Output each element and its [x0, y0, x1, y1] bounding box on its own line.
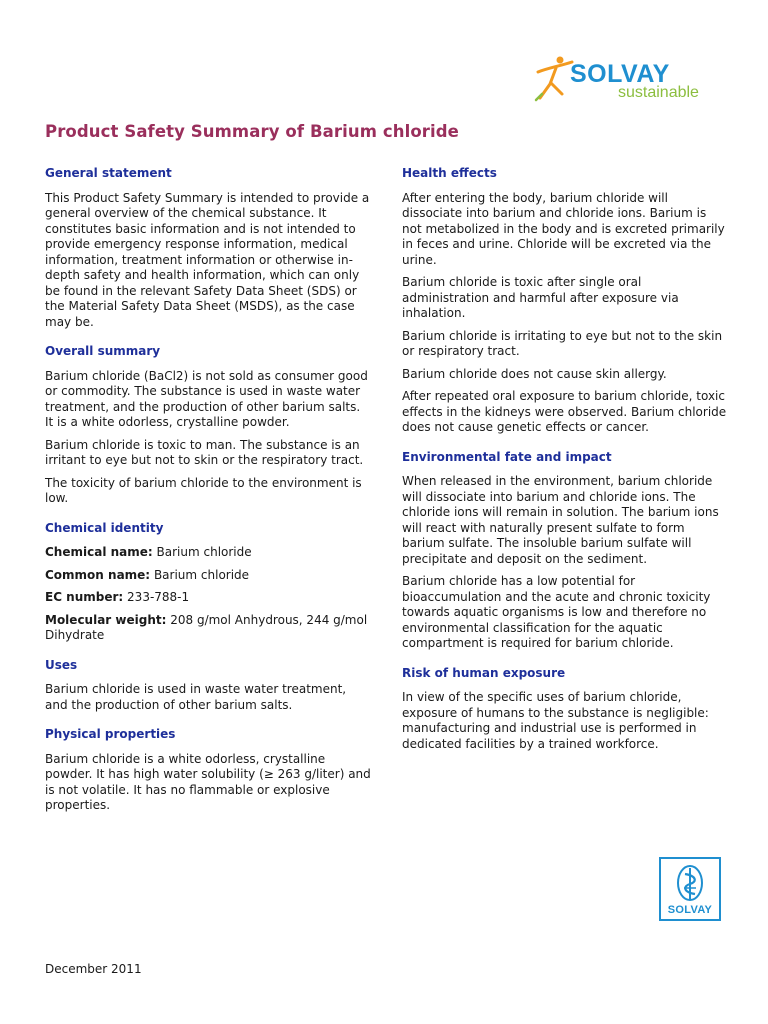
environmental-fate-paragraph: When released in the environment, barium chloride will dissociate into barium and chloride ions. The chloride ions will remain in solution. The barium ions will react with naturally present sulfate to form barium sulfate. The insoluble barium sulfate will precipitate and deposit on the sediment.: [402, 474, 719, 566]
logo-brand-text: SOLVAY: [570, 60, 670, 88]
ec-number-field: [45, 590, 371, 606]
field-label: EC number:: [45, 590, 124, 604]
health-effects-paragraph: Barium chloride does not cause skin allergy.: [402, 366, 667, 381]
common-name-field: [45, 568, 371, 584]
chemical-name-field: [45, 545, 371, 561]
uses-text: Barium chloride is used in waste water treatment, and the production of other barium salts.: [45, 682, 347, 712]
page-title: Product Safety Summary of Barium chloride: [45, 122, 459, 141]
overall-summary-paragraph: Barium chloride (BaCl2) is not sold as consumer good or commodity. The substance is used in waste water treatment, and the production of other barium salts. It is a white odorless, crystalline powder.: [45, 368, 368, 429]
uses-heading: Uses: [45, 657, 78, 672]
solvay-sustainable-logo: [534, 52, 734, 108]
field-label: Common name:: [45, 567, 151, 582]
general-statement-heading: General statement: [45, 166, 172, 180]
general-statement-text: This Product Safety Summary is intended to provide a general overview of the chemical substance. It constitutes basic information and is not intended to provide emergency response information, medical information, treatment information or otherwise in-depth safety and health information, which can only be found in the relevant Safety Data Sheet (SDS) or the Material Safety Data Sheet (MSDS), as the case may be.: [45, 190, 370, 329]
molecular-weight-field: [45, 613, 371, 644]
chemical-identity-heading: Chemical identity: [45, 520, 164, 535]
field-value: Barium chloride: [153, 567, 250, 582]
health-effects-paragraph: Barium chloride is toxic after single oral administration and harmful after exposure via inhalation.: [402, 275, 679, 320]
left-column: [45, 166, 371, 821]
risk-of-exposure-heading: Risk of human exposure: [402, 665, 566, 680]
health-effects-paragraph: Barium chloride is irritating to eye but not to the skin or respiratory tract.: [402, 328, 723, 358]
field-value: Barium chloride: [156, 545, 252, 559]
environmental-fate-heading: Environmental fate and impact: [402, 449, 612, 464]
risk-of-exposure-text: In view of the specific uses of barium chloride, exposure of humans to the substance is negligible: manufacturing and industrial use is performed in dedicated facilities by a trained workforce.: [402, 690, 709, 751]
overall-summary-heading: Overall summary: [45, 344, 161, 358]
footer-date: December 2011: [45, 962, 142, 976]
field-label: Chemical name:: [45, 545, 153, 559]
health-effects-paragraph: After repeated oral exposure to barium chloride, toxic effects in the kidneys were observed. Barium chloride does not cause genetic effects or cancer.: [402, 389, 727, 434]
field-value: 233-788-1: [127, 590, 190, 604]
field-value: 208 g/mol Anhydrous, 244 g/mol Dihydrate: [45, 612, 368, 642]
environmental-fate-paragraph: Barium chloride has a low potential for bioaccumulation and the acute and chronic toxicity towards aquatic organisms is low and therefore no environmental classification for the aquatic compartment is required for barium chloride.: [402, 574, 711, 650]
emblem-word: SOLVAY: [667, 904, 713, 916]
health-effects-paragraph: After entering the body, barium chloride will dissociate into barium and chloride ions. Barium is not metabolized in the body and is excreted primarily in feces and urine. Chloride will be excreted via the urine.: [402, 190, 725, 267]
physical-properties-text: Barium chloride is a white odorless, crystalline powder. It has high water solubility (≥ 263 g/liter) and is not volatile. It has no flammable or explosive properties.: [45, 751, 371, 812]
physical-properties-heading: Physical properties: [45, 727, 176, 741]
health-effects-heading: Health effects: [402, 166, 497, 180]
solvay-emblem-logo: [659, 857, 721, 921]
overall-summary-paragraph: The toxicity of barium chloride to the environment is low.: [45, 475, 362, 505]
solvay-caduceus-icon: [675, 864, 705, 906]
star-figure-icon: [534, 54, 574, 104]
right-column: [402, 166, 728, 759]
logo-tagline-text: sustainable: [618, 84, 699, 101]
field-label: Molecular weight:: [45, 612, 167, 627]
overall-summary-paragraph: Barium chloride is toxic to man. The substance is an irritant to eye but not to skin or the respiratory tract.: [45, 437, 364, 467]
